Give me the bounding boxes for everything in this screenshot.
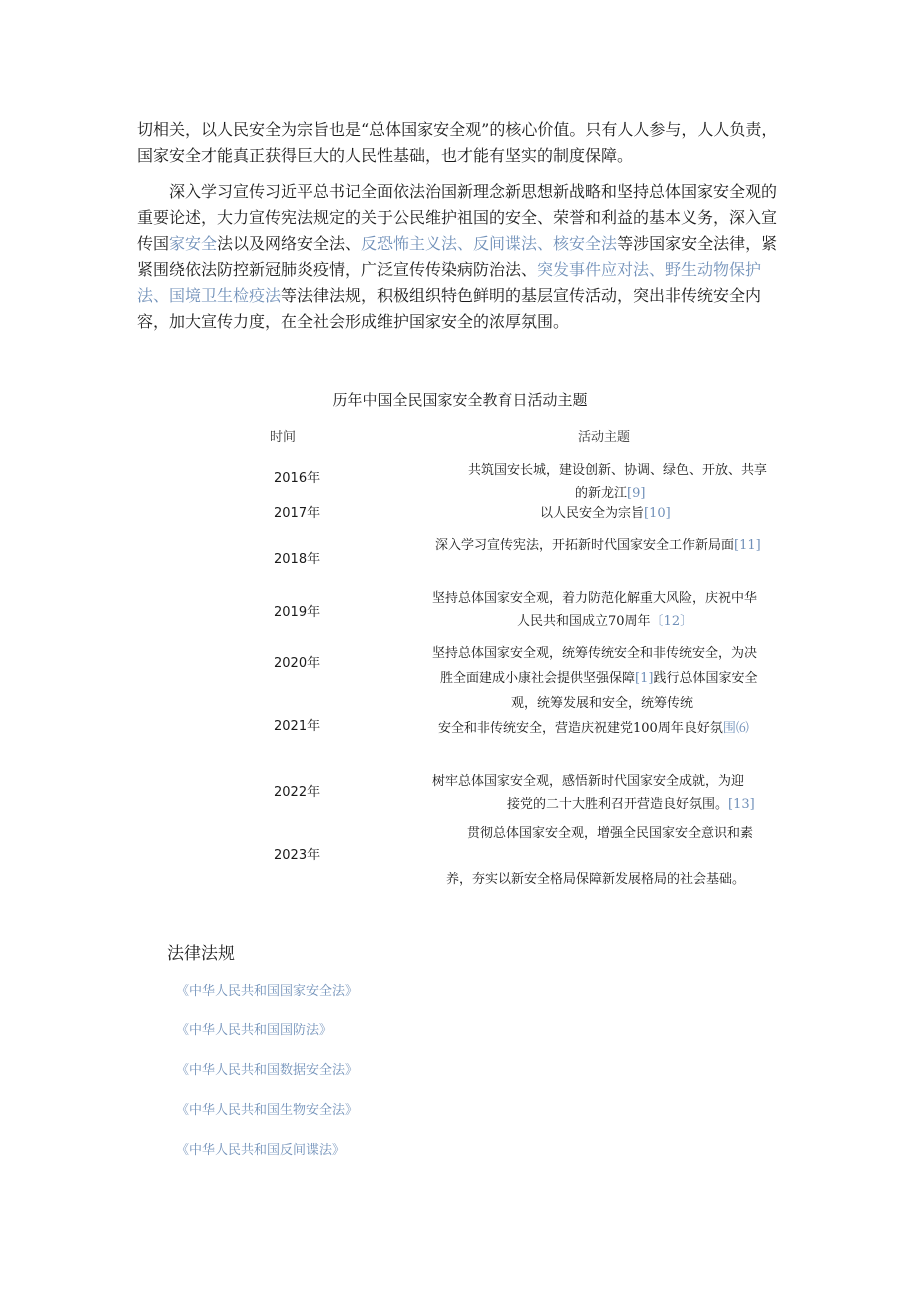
ref-2021[interactable]: 围⑹: [722, 721, 749, 736]
ref-2019[interactable]: 〔12〕: [650, 614, 694, 629]
theme-2016-line-1: 共筑国安长城，建设创新、协调、绿色、开放、共享: [468, 463, 768, 478]
paragraph-2-text-3: 等涉国家安全法律，紧紧围绕依法防控新冠肺炎疫情，广泛宣传传染病防治法、: [137, 234, 778, 279]
theme-2018: [435, 533, 761, 558]
year-2023: 2023年: [274, 848, 321, 863]
year-2020: 2020年: [274, 656, 321, 671]
table-header-time: 时间: [270, 430, 297, 445]
year-2017: 2017年: [274, 506, 321, 521]
theme-2021-line-1: 践行总体国家安全: [653, 671, 758, 686]
link-emergency-laws[interactable]: 突发事件应对法、野生动物保护法、国境卫生检疫法: [137, 260, 762, 305]
year-2022: 2022年: [274, 785, 321, 800]
theme-2019-line-1: 坚持总体国家安全观，着力防范化解重大风险，庆祝中华: [432, 591, 758, 606]
law-link-counter-espionage[interactable]: 《中华人民共和国反间谍法》: [176, 1143, 346, 1158]
year-2021: 2021年: [274, 719, 321, 734]
theme-2016-text: 的新龙江: [575, 486, 628, 501]
table-title: 历年中国全民国家安全教育日活动主题: [332, 391, 588, 409]
theme-2022-line-1: 树牢总体国家安全观，感悟新时代国家安全成就，为迎: [432, 774, 745, 789]
ref-2016[interactable]: [9]: [627, 486, 646, 501]
theme-2021-text: 安全和非传统安全，营造庆祝建党100周年良好氛: [438, 721, 723, 736]
theme-2018-text: 深入学习宣传宪法，开拓新时代国家安全工作新局面: [435, 538, 735, 553]
theme-2017-text: 以人民安全为宗旨: [540, 506, 645, 521]
theme-2020-line-1: 坚持总体国家安全观，统筹传统安全和非传统安全，为决: [432, 646, 758, 661]
theme-2023-line-2: 养，夯实以新安全格局保障新发展格局的社会基础。: [446, 872, 746, 887]
theme-2022-text: 接党的二十大胜利召开营造良好氛围。: [507, 797, 729, 812]
ref-2022[interactable]: [13]: [728, 797, 755, 812]
year-2016: 2016年: [274, 471, 321, 486]
theme-2017: [540, 501, 671, 526]
table-header-theme: 活动主题: [578, 430, 631, 445]
paragraph-2-text-1: 深入学习宣传习近平总书记全面依法治国新理念新思想新战略和坚持总体国家安全观的重要论述，大力宣传宪法规定的关于公民维护祖国的安全、荣誉和利益的基本义务，深入宣传国: [137, 182, 778, 253]
theme-2020-text: 胜全面建成小康社会提供坚强保障: [440, 671, 636, 686]
theme-2023-line-1: 贯彻总体国家安全观，增强全民国家安全意识和素: [467, 826, 754, 841]
year-2018: 2018年: [274, 552, 321, 567]
theme-2020-line-2: [440, 666, 757, 691]
law-link-data-security[interactable]: 《中华人民共和国数据安全法》: [176, 1063, 359, 1078]
theme-2022-line-2: [507, 792, 755, 817]
theme-2021-line-3: [438, 716, 749, 741]
link-security-laws[interactable]: 反恐怖主义法、反间谍法、核安全法: [361, 234, 618, 253]
ref-2020[interactable]: [1]: [635, 671, 654, 686]
year-2019: 2019年: [274, 605, 321, 620]
ref-2018[interactable]: [11]: [734, 538, 761, 553]
paragraph-1: 切相关，以人民安全为宗旨也是“总体国家安全观”的核心价值。只有人人参与，人人负责，国家安全才能真正获得巨大的人民性基础，也才能有坚实的制度保障。: [137, 120, 778, 165]
paragraph-2-text-4: 等法律法规，积极组织特色鲜明的基层宣传活动，突出非传统安全内容，加大宣传力度，在全社会形成维护国家安全的浓厚氛围。: [137, 286, 762, 331]
ref-2017[interactable]: [10]: [644, 506, 671, 521]
paragraph-2: [137, 179, 789, 335]
theme-2021-line-2: 观，统筹发展和安全，统筹传统: [511, 696, 694, 711]
link-national-security-law[interactable]: 家安全: [169, 234, 218, 253]
theme-2019-text: 人民共和国成立70周年: [517, 614, 651, 629]
law-link-national-security[interactable]: 《中华人民共和国国家安全法》: [176, 984, 359, 999]
law-link-national-defense[interactable]: 《中华人民共和国国防法》: [176, 1023, 333, 1038]
law-link-biosecurity[interactable]: 《中华人民共和国生物安全法》: [176, 1103, 359, 1118]
laws-heading: 法律法规: [167, 944, 235, 964]
theme-2019-line-2: [517, 609, 693, 634]
paragraph-2-text-2: 法以及网络安全法、: [217, 234, 362, 253]
